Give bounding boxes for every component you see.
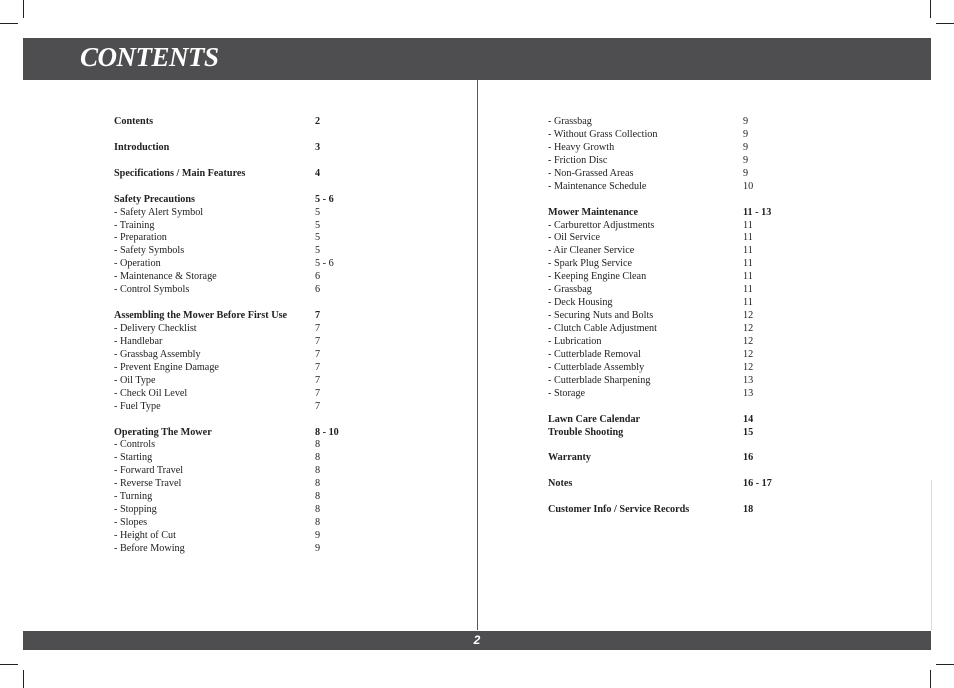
toc-entry-page: 9 [743, 141, 749, 153]
toc-entry-page: 13 [743, 387, 754, 399]
toc-entry-page: 5 - 6 [315, 258, 334, 270]
toc-entry-page: 9 [315, 530, 321, 541]
toc-entry-label: - Safety Alert Symbol [114, 206, 204, 218]
toc-entry-page: 12 [743, 361, 754, 373]
toc-entry-label: Contents [114, 116, 154, 127]
toc-entry-page: 9 [743, 167, 749, 179]
toc-entry-page: 16 [743, 452, 754, 464]
toc-entry-page: 11 [743, 284, 753, 296]
toc-entry-page: 9 [743, 154, 749, 166]
toc-entry-label: Safety Precautions [114, 193, 196, 205]
toc-entry-label: - Maintenance Schedule [548, 180, 647, 192]
toc-entry-label: - Training [114, 219, 155, 231]
toc-entry-label: - Oil Service [548, 232, 601, 244]
toc-entry-page: 11 [743, 271, 753, 283]
crop-mark [0, 664, 18, 665]
toc-entry-page: 7 [315, 348, 321, 360]
toc-entry-page: 12 [743, 348, 754, 360]
toc-entry-label: - Before Mowing [114, 542, 185, 554]
toc-entry-label: - Control Symbols [114, 284, 190, 296]
toc-entry-label: - Cutterblade Removal [548, 348, 641, 360]
toc-entry-page: 11 [743, 297, 753, 309]
toc-entry-page: 16 - 17 [743, 478, 772, 490]
toc-entry-label: - Stopping [114, 504, 157, 516]
toc-entry-label: - Grassbag [548, 284, 592, 296]
toc-entry-page: 8 [315, 439, 321, 451]
toc-entry-page: 6 [315, 271, 321, 283]
toc-entry-page: 9 [315, 542, 321, 554]
toc-entry-label: - Carburettor Adjustments [548, 219, 655, 231]
toc-entry-page: 8 [315, 452, 321, 464]
header-bar [23, 38, 931, 80]
toc-entry-label: - Clutch Cable Adjustment [548, 323, 657, 334]
toc-entry-label: - Slopes [114, 517, 148, 529]
toc-entry-label: - Deck Housing [548, 297, 613, 309]
crop-mark [930, 670, 931, 688]
toc-entry-label: - Safety Symbols [114, 245, 185, 257]
toc-entry-page: 8 - 10 [315, 426, 339, 438]
page-edge-line [931, 480, 932, 630]
toc-entry-page: 8 [315, 478, 321, 490]
toc-entry-label: Mower Maintenance [548, 206, 639, 218]
toc-entry-page: 9 [743, 128, 749, 140]
toc-entry-page: 3 [315, 141, 321, 153]
toc-entry-label: - Controls [114, 439, 156, 451]
toc-entry-label: - Cutterblade Sharpening [548, 374, 651, 386]
toc-entry-page: 18 [743, 504, 754, 516]
toc-entry-page: 13 [743, 374, 754, 386]
toc-entry-label: - Cutterblade Assembly [548, 361, 645, 373]
toc-entry-page: 12 [743, 323, 754, 334]
toc-entry-page: 12 [743, 335, 754, 347]
toc-entry-page: 14 [743, 413, 754, 425]
toc-entry-label: Trouble Shooting [548, 426, 624, 438]
toc-entry-page: 5 [315, 232, 321, 244]
page-number: 2 [473, 633, 481, 647]
toc-entry-page: 10 [743, 180, 754, 192]
toc-entry-page: 7 [315, 387, 321, 399]
toc-entry-label: Customer Info / Service Records [548, 504, 690, 516]
toc-entry-label: Assembling the Mower Before First Use [114, 310, 288, 322]
toc-entry-label: - Spark Plug Service [548, 258, 633, 270]
toc-entry-label: - Storage [548, 387, 586, 399]
toc-entry-page: 4 [315, 167, 321, 179]
crop-mark [936, 664, 954, 665]
crop-mark [936, 23, 954, 24]
toc-entry-page: 7 [315, 361, 321, 373]
toc-entry-page: 8 [315, 504, 321, 516]
toc-entry-label: - Keeping Engine Clean [548, 271, 647, 283]
toc-entry-label: - Securing Nuts and Bolts [548, 310, 654, 322]
toc-entry-page: 6 [315, 284, 321, 296]
column-divider [477, 80, 478, 630]
toc-entry-page: 11 [743, 245, 753, 257]
toc-entry-label: - Friction Disc [548, 154, 608, 166]
toc-entry-page: 12 [743, 310, 754, 322]
toc-entry-label: Introduction [114, 141, 170, 153]
toc-entry-page: 11 [743, 258, 753, 270]
toc-entry-page: 11 [743, 219, 753, 231]
toc-entry-label: - Maintenance & Storage [114, 271, 217, 283]
toc-entry-page: 7 [315, 310, 321, 322]
crop-mark [23, 0, 24, 18]
toc-entry-page: 7 [315, 374, 321, 386]
toc-entry-page: 7 [315, 335, 321, 347]
toc-entry-page: 5 [315, 245, 321, 257]
toc-entry-page: 2 [315, 116, 321, 127]
crop-mark [930, 0, 931, 18]
toc-entry-label: - Forward Travel [114, 465, 184, 477]
toc-entry-label: Lawn Care Calendar [548, 413, 641, 425]
toc-entry-label: Specifications / Main Features [114, 167, 246, 179]
toc-entry-label: Notes [548, 478, 573, 490]
toc-entry-label: - Grassbag Assembly [114, 348, 201, 360]
toc-entry-label: - Height of Cut [114, 530, 176, 541]
toc-entry-label: Warranty [548, 452, 592, 464]
toc-entry-label: Operating The Mower [114, 426, 212, 438]
footer-bar [23, 631, 931, 650]
toc-entry-label: - Check Oil Level [114, 387, 188, 399]
crop-mark [23, 670, 24, 688]
toc-entry-label: - Lubrication [548, 335, 602, 347]
toc-entry-page: 8 [315, 517, 321, 529]
toc-entry-label: - Grassbag [548, 116, 592, 127]
toc-entry-label: - Operation [114, 258, 161, 270]
toc-entry-label: - Starting [114, 452, 153, 464]
toc-entry-label: - Oil Type [114, 374, 156, 386]
crop-mark [0, 23, 18, 24]
toc-entry-label: - Delivery Checklist [114, 323, 197, 334]
toc-entry-page: 11 [743, 232, 753, 244]
toc-entry-page: 7 [315, 400, 321, 412]
toc-entry-label: - Prevent Engine Damage [114, 361, 219, 373]
toc-entry-label: - Heavy Growth [548, 141, 615, 153]
toc-entry-label: - Handlebar [114, 335, 163, 347]
toc-entry-label: - Turning [114, 491, 153, 503]
toc-entry-page: 5 [315, 206, 321, 218]
toc-entry-label: - Non-Grassed Areas [548, 167, 634, 179]
toc-entry-page: 8 [315, 491, 321, 503]
toc-entry-page: 11 - 13 [743, 206, 772, 218]
page-title: CONTENTS [80, 42, 219, 72]
toc-entry-page: 9 [743, 116, 749, 127]
toc-entry-page: 5 - 6 [315, 193, 334, 205]
toc-entry-label: - Fuel Type [114, 400, 161, 412]
toc-entry-page: 15 [743, 426, 754, 438]
toc-entry-label: - Reverse Travel [114, 478, 182, 490]
toc-entry-label: - Without Grass Collection [548, 128, 658, 140]
toc-entry-page: 8 [315, 465, 321, 477]
toc-entry-page: 7 [315, 323, 321, 334]
toc-entry-page: 5 [315, 219, 321, 231]
toc-entry-label: - Preparation [114, 232, 167, 244]
toc-entry-label: - Air Cleaner Service [548, 245, 635, 257]
